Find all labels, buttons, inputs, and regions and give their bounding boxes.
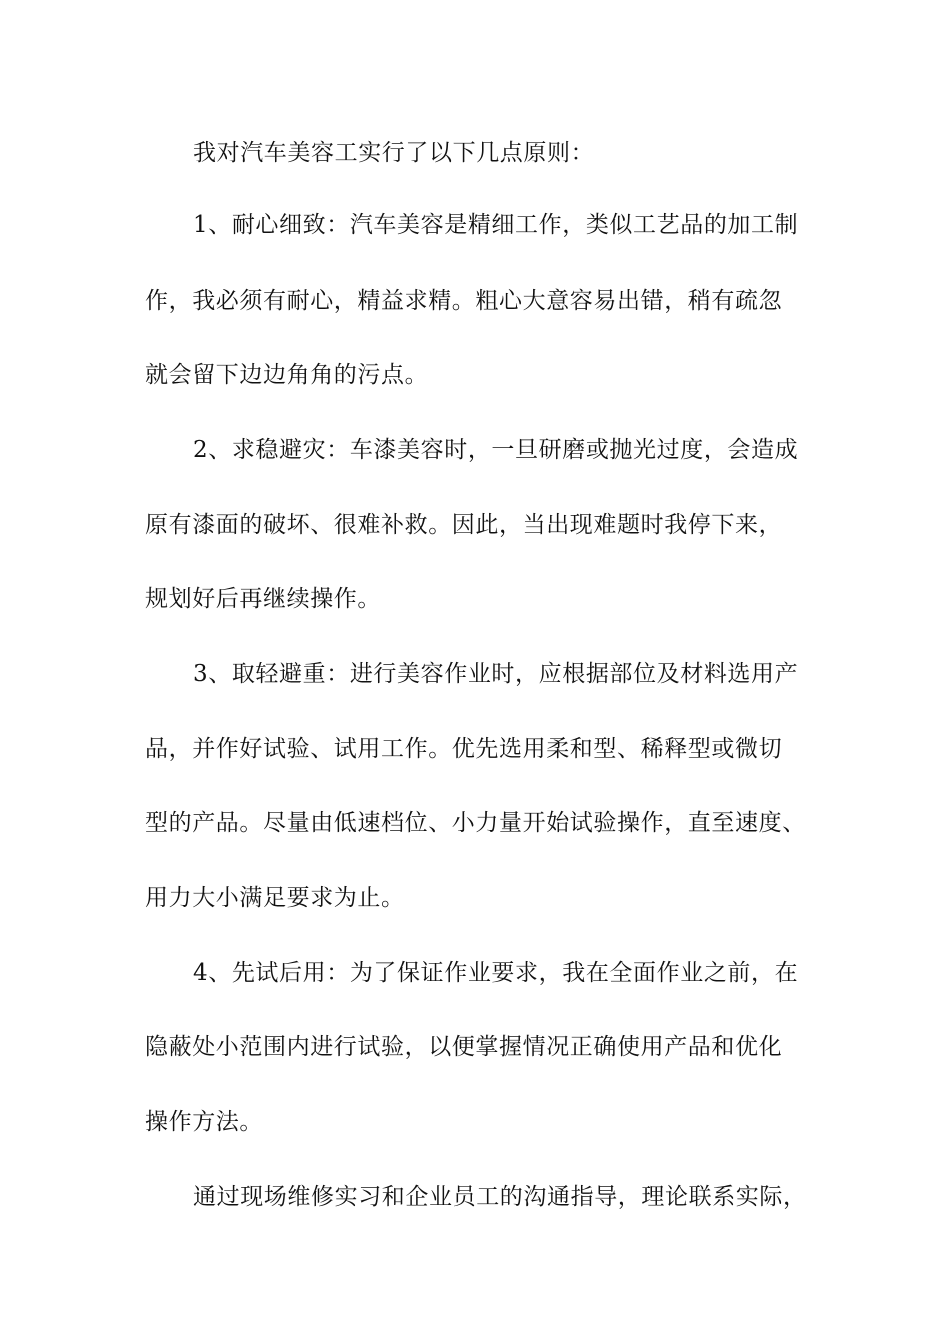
paragraph-4-line-2: 隐蔽处小范围内进行试验，以便掌握情况正确使用产品和优化 <box>145 1034 783 1060</box>
paragraph-1-line-3: 就会留下边边角角的污点。 <box>145 362 429 388</box>
paragraph-2-line-2: 原有漆面的破坏、很难补救。因此，当出现难题时我停下来， <box>145 512 783 538</box>
paragraph-intro-line: 我对汽车美容工实行了以下几点原则： <box>193 140 595 166</box>
paragraph-2-line-1: 2、求稳避灾：车漆美容时，一旦研磨或抛光过度，会造成 <box>193 437 799 463</box>
paragraph-3-line-1: 3、取轻避重：进行美容作业时，应根据部位及材料选用产 <box>193 661 799 687</box>
paragraph-5-line-1: 通过现场维修实习和企业员工的沟通指导，理论联系实际， <box>193 1184 807 1210</box>
paragraph-4-line-1: 4、先试后用：为了保证作业要求，我在全面作业之前，在 <box>193 960 799 986</box>
paragraph-3-line-2: 品，并作好试验、试用工作。优先选用柔和型、稀释型或微切 <box>145 736 783 762</box>
paragraph-3-line-3: 型的产品。尽量由低速档位、小力量开始试验操作，直至速度、 <box>145 810 806 836</box>
paragraph-4-line-3: 操作方法。 <box>145 1109 263 1135</box>
paragraph-2-line-3: 规划好后再继续操作。 <box>145 586 381 612</box>
paragraph-1-line-1: 1、耐心细致：汽车美容是精细工作，类似工艺品的加工制 <box>193 212 799 238</box>
paragraph-1-line-2: 作，我必须有耐心，精益求精。粗心大意容易出错，稍有疏忽 <box>145 288 783 314</box>
paragraph-3-line-4: 用力大小满足要求为止。 <box>145 885 405 911</box>
